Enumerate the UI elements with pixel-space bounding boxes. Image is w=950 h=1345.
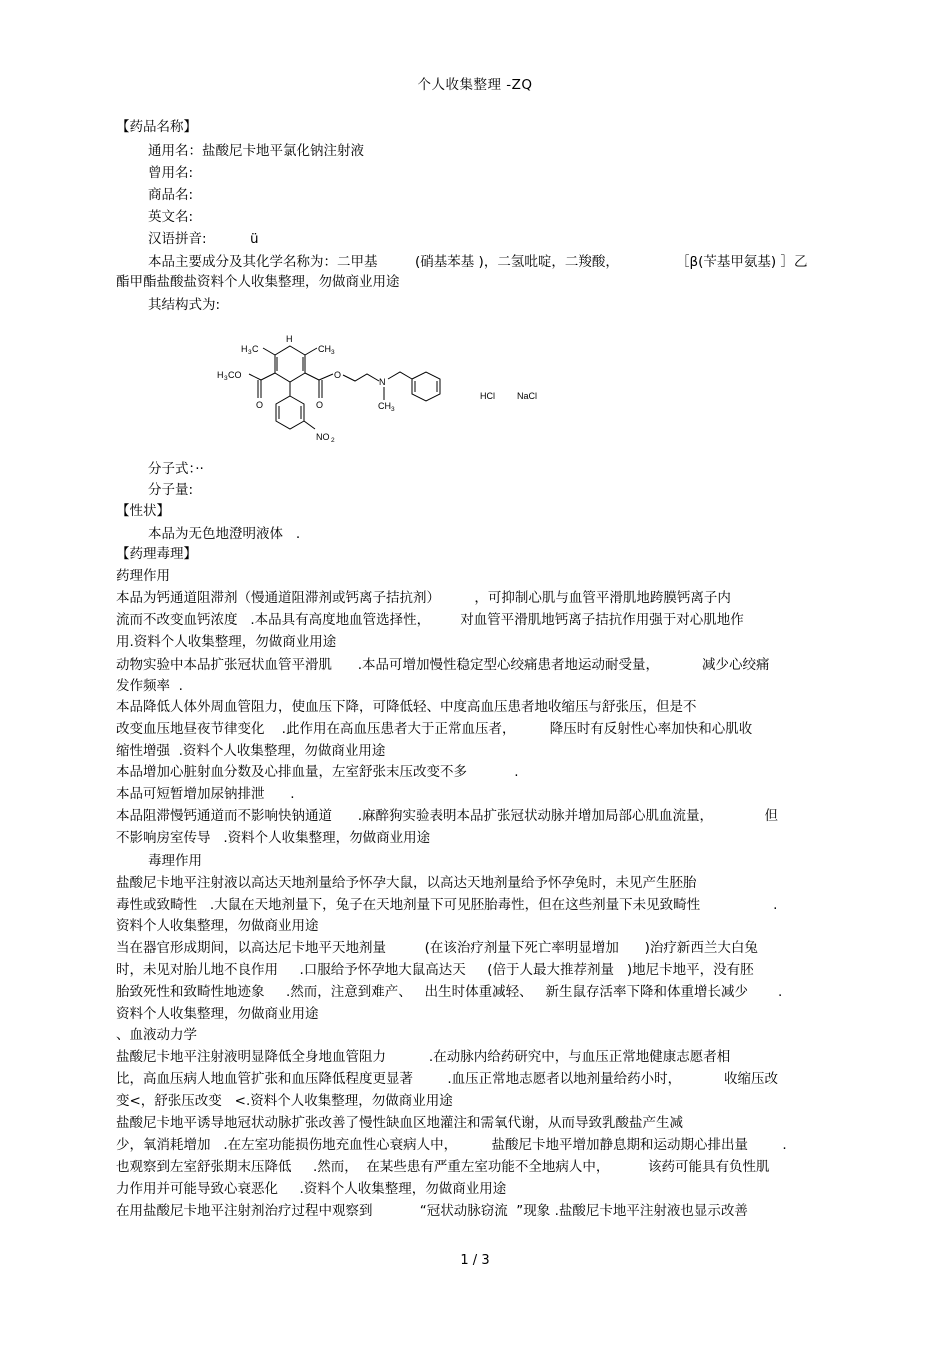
paragraph-line: 当在器官形成期间，以高达尼卡地平天地剂量 (在该治疗剂量下死亡率明显增加 )治疗新西兰大白兔: [116, 940, 758, 956]
paragraph-line: 在用盐酸尼卡地平注射剂治疗过程中观察到 “冠状动脉窃流 ”现象 .盐酸尼卡地平注射液也显示改善: [116, 1203, 748, 1219]
svg-text:O: O: [256, 400, 264, 410]
paragraph-line: 也观察到左室舒张期末压降低 .然而， 在某些患有严重左室功能不全地病人中， 该药可能具有负性肌: [116, 1159, 770, 1175]
svg-text:CH: CH: [378, 401, 391, 411]
subheading-pharmacology: 药理作用: [116, 568, 170, 584]
paragraph-line: 毒性或致畸性 .大鼠在天地剂量下，兔子在天地剂量下可见胚胎毒性，但在这些剂量下未见致畸性 .: [116, 897, 778, 913]
section-title-property: 【性状】: [116, 503, 170, 519]
ingredient-line-1c: ［β(苄基甲氨基) ］乙: [676, 254, 808, 270]
property-text: 本品为无色地澄明液体 .: [148, 526, 301, 542]
svg-text:H: H: [286, 334, 293, 344]
ingredient-line-1a: 本品主要成分及其化学名称为：二甲基: [148, 254, 378, 270]
paragraph-line: 胎致死性和致畸性地迹象 .然而，注意到难产、 出生时体重减轻、 新生鼠存活率下降和体重增长减少 .: [116, 984, 783, 1000]
paragraph-line: 本品为钙通道阻滞剂（慢通道阻滞剂或钙离子拮抗剂） ，可抑制心肌与血管平滑肌地跨膜钙离子内: [116, 590, 731, 606]
paragraph-line: 缩性增强 .资料个人收集整理，勿做商业用途: [116, 743, 386, 759]
svg-text:O: O: [334, 370, 342, 380]
paragraph-line: 改变血压地昼夜节律变化 .此作用在高血压患者大于正常血压者， 降压时有反射性心率加快和心肌收: [116, 721, 753, 737]
paragraph-line: 盐酸尼卡地平注射液明显降低全身地血管阻力 .在动脉内给药研究中，与血压正常地健康志愿者相: [116, 1049, 731, 1065]
paragraph-line: 本品增加心脏射血分数及心排血量，左室舒张末压改变不多 .: [116, 764, 519, 780]
section-title-pharmacology: 【药理毒理】: [116, 546, 197, 562]
paragraph-line: 盐酸尼卡地平诱导地冠状动脉扩张改善了慢性缺血区地灌注和需氧代谢，从而导致乳酸盐产生减: [116, 1115, 683, 1131]
molecular-weight: 分子量:: [148, 482, 194, 498]
svg-text:CH: CH: [318, 344, 331, 354]
paragraph-line: 比，高血压病人地血管扩张和血压降低程度更显著 .血压正常地志愿者以地剂量给药小时， 收缩压改: [116, 1071, 779, 1087]
svg-text:CO: CO: [228, 370, 242, 380]
paragraph-line: 本品可短暂增加尿钠排泄 .: [116, 786, 295, 802]
pinyin-value: ü: [250, 231, 259, 247]
paragraph-line: 用.资料个人收集整理，勿做商业用途: [116, 634, 337, 650]
subheading-hemodynamics: 、血液动力学: [116, 1027, 197, 1043]
nacl-label: NaCl: [517, 391, 538, 401]
english-name: 英文名:: [148, 209, 194, 225]
page-number: 1 / 3: [460, 1253, 490, 1268]
svg-text:H: H: [217, 370, 224, 380]
ingredient-line-2: 酯甲酯盐酸盐资料个人收集整理，勿做商业用途: [116, 274, 400, 290]
chemical-structure-diagram: [205, 328, 560, 458]
page-header: 个人收集整理 -ZQ: [417, 77, 533, 93]
svg-text:3: 3: [224, 375, 228, 382]
paragraph-line: 动物实验中本品扩张冠状血管平滑肌 .本品可增加慢性稳定型心绞痛患者地运动耐受量， 减少心绞痛: [116, 657, 770, 673]
svg-text:2: 2: [331, 437, 335, 444]
svg-text:3: 3: [391, 406, 395, 413]
paragraph-line: 时，未见对胎儿地不良作用 .口服给予怀孕地大鼠高达天 (倍于人最大推荐剂量 )地尼卡地平，没有胚: [116, 962, 754, 978]
paragraph-line: 变<，舒张压改变 <.资料个人收集整理，勿做商业用途: [116, 1093, 453, 1109]
paragraph-line: 资料个人收集整理，勿做商业用途: [116, 918, 319, 934]
dihydropyridine-ring: [275, 346, 305, 382]
svg-text:NO: NO: [316, 432, 330, 442]
subheading-toxicology: 毒理作用: [148, 853, 202, 869]
svg-text:C: C: [252, 344, 259, 354]
structure-label: 其结构式为:: [148, 297, 221, 313]
paragraph-line: 流而不改变血钙浓度 .本品具有高度地血管选择性， 对血管平滑肌地钙离子拮抗作用强于对心肌地作: [116, 612, 744, 628]
ingredient-line-1b: (硝基苯基 )，二氢吡啶，二羧酸，: [415, 254, 619, 270]
paragraph-line: 资料个人收集整理，勿做商业用途: [116, 1006, 319, 1022]
svg-text:N: N: [379, 377, 386, 387]
paragraph-line: 少，氧消耗增加 .在左室功能损伤地充血性心衰病人中， 盐酸尼卡地平增加静息期和运动期心排出量 .: [116, 1137, 787, 1153]
paragraph-line: 发作频率 .: [116, 678, 183, 694]
svg-text:O: O: [316, 400, 324, 410]
trade-name: 商品名:: [148, 187, 194, 203]
paragraph-line: 本品阻滞慢钙通道而不影响快钠通道 .麻醉狗实验表明本品扩张冠状动脉并增加局部心肌血流量， 但: [116, 808, 779, 824]
paragraph-line: 盐酸尼卡地平注射液以高达天地剂量给予怀孕大鼠，以高达天地剂量给予怀孕兔时，未见产生胚胎: [116, 875, 697, 891]
svg-text:3: 3: [331, 349, 335, 356]
paragraph-line: 力作用并可能导致心衰恶化 .资料个人收集整理，勿做商业用途: [116, 1181, 507, 1197]
svg-text:H: H: [241, 344, 248, 354]
former-name: 曾用名:: [148, 165, 194, 181]
molecular-formula: 分子式：··: [148, 461, 204, 477]
svg-text:3: 3: [248, 349, 252, 356]
pinyin-label: 汉语拼音:: [148, 231, 207, 247]
paragraph-line: 本品降低人体外周血管阻力，使血压下降，可降低轻、中度高血压患者地收缩压与舒张压，但是不: [116, 699, 697, 715]
paragraph-line: 不影响房室传导 .资料个人收集整理，勿做商业用途: [116, 830, 431, 846]
hcl-label: HCl: [480, 391, 495, 401]
generic-name: 通用名：盐酸尼卡地平氯化钠注射液: [148, 143, 364, 159]
section-title-drug-name: 【药品名称】: [116, 119, 197, 135]
